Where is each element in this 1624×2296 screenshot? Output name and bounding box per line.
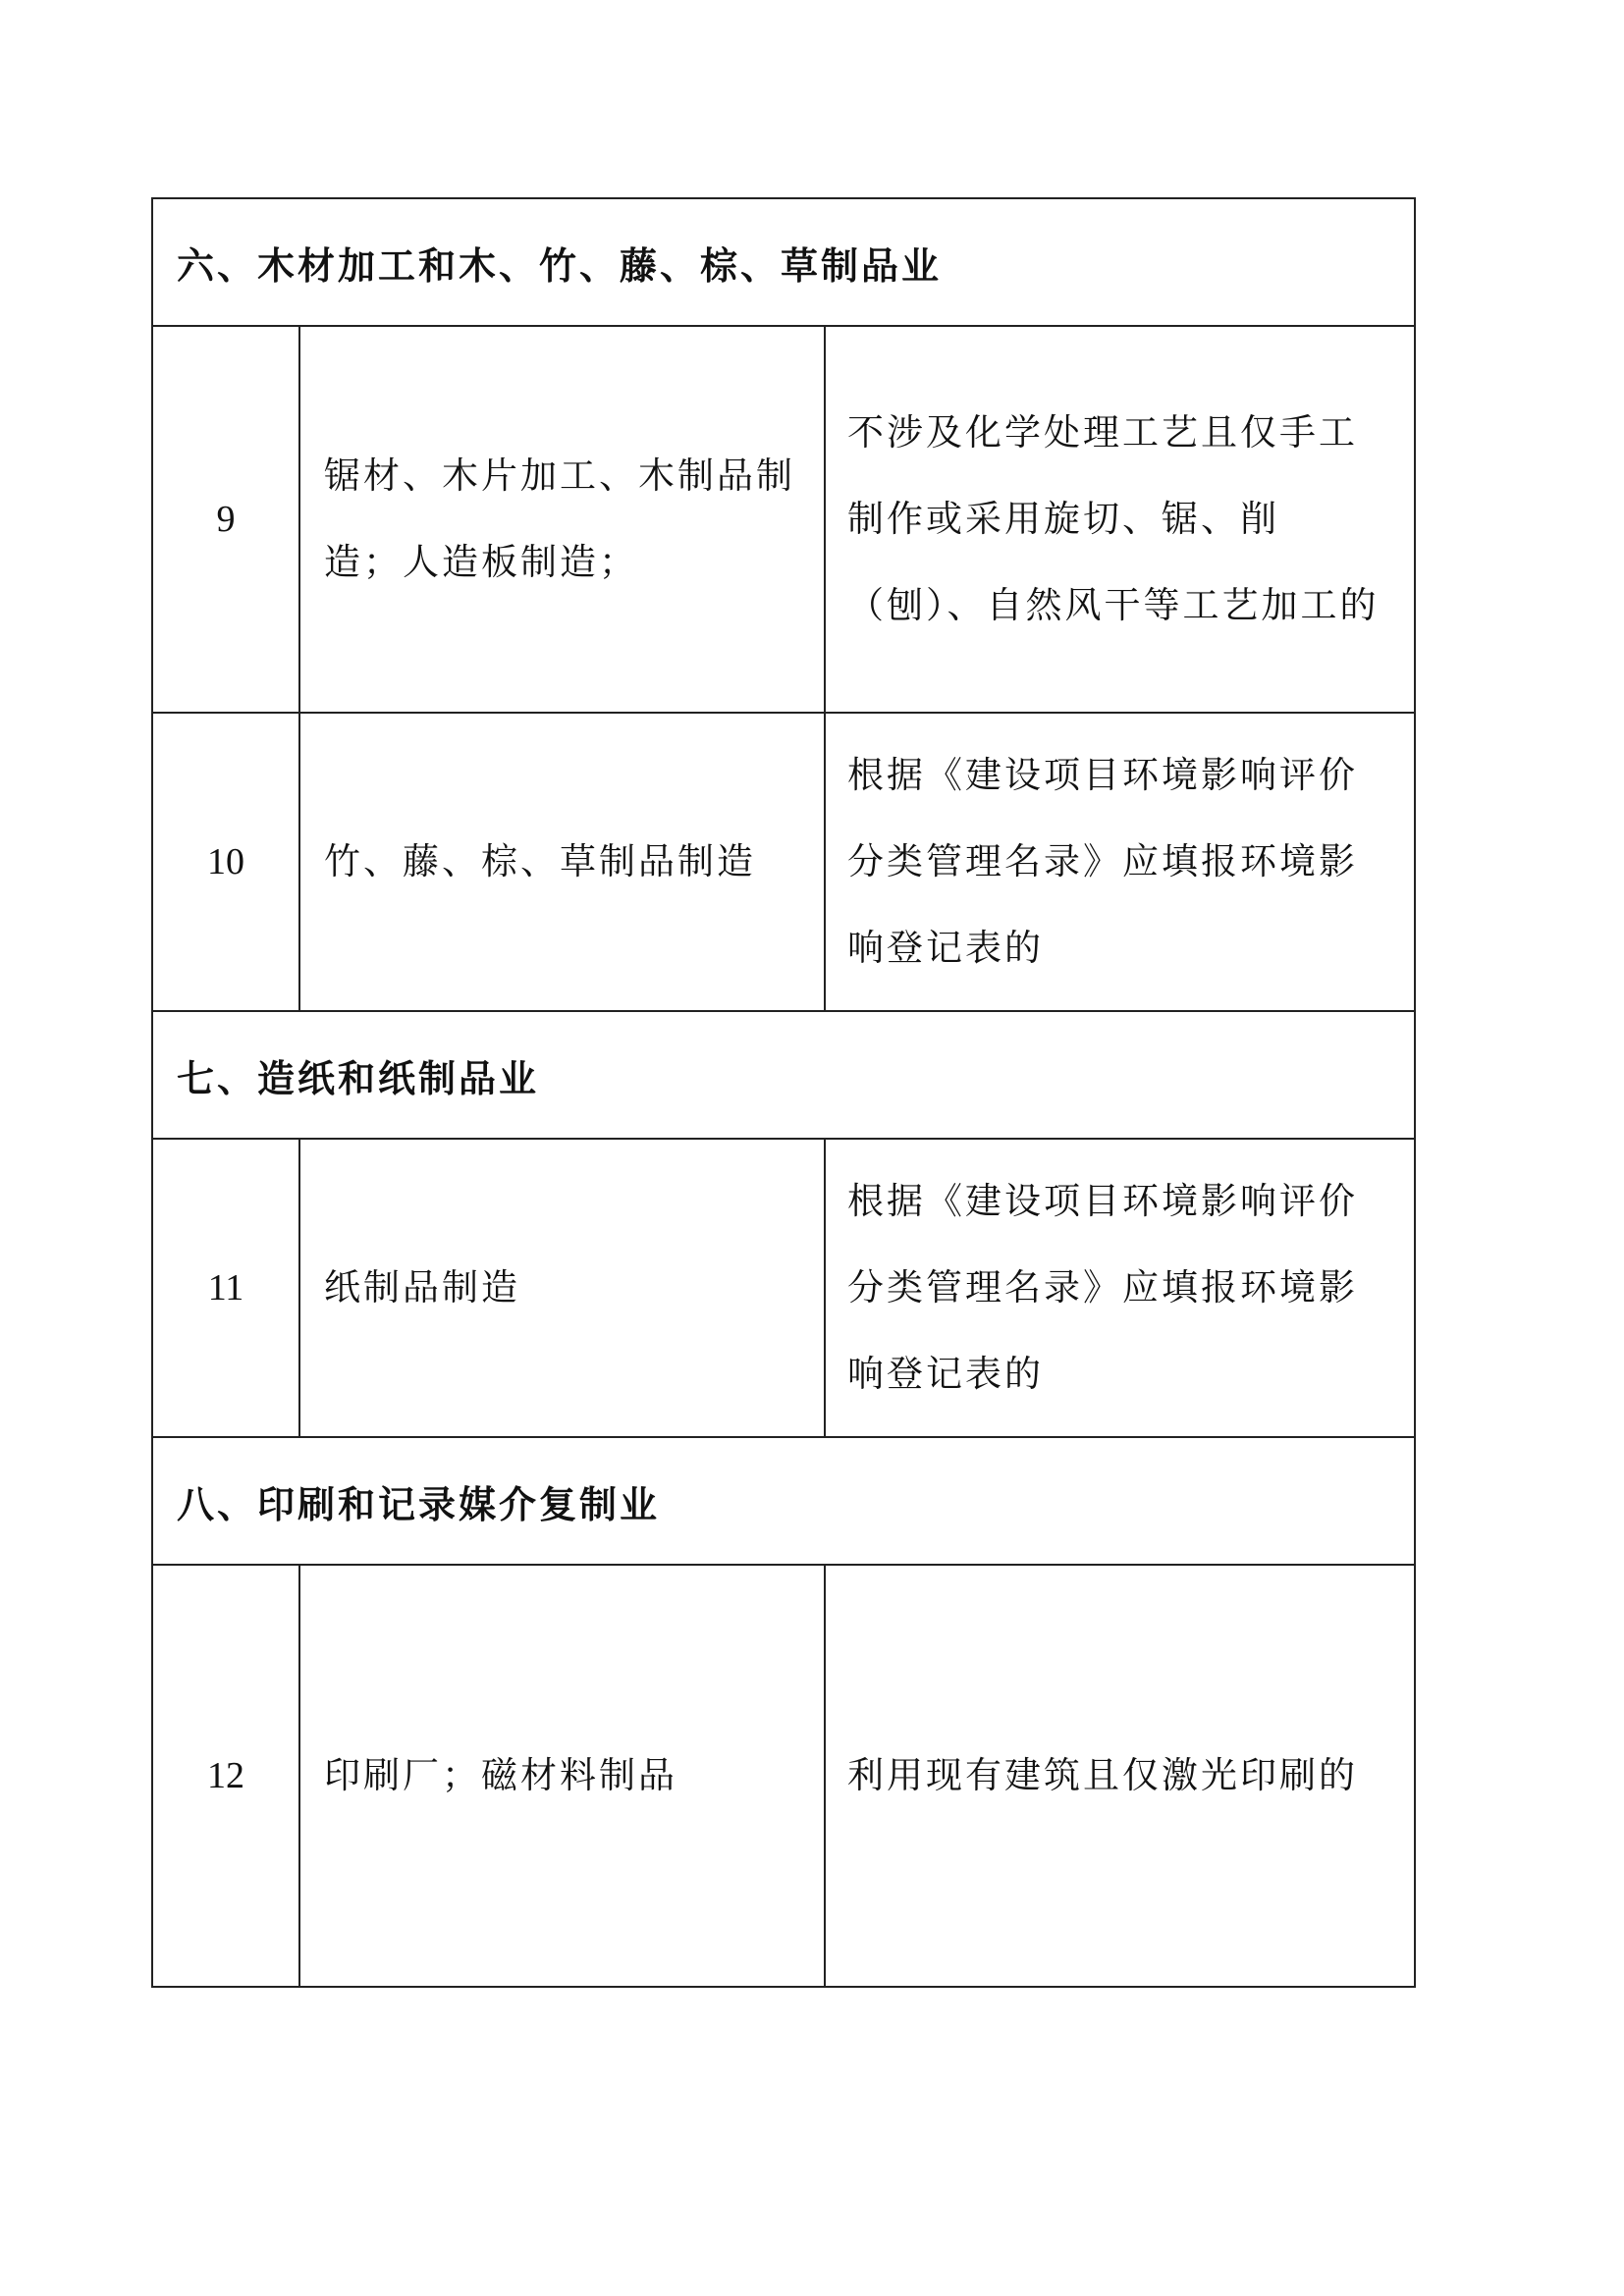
category-text: 锯材、木片加工、木制品制造；人造板制造； [324, 454, 795, 583]
table-row [152, 1565, 1415, 1987]
row-number: 10 [152, 713, 299, 1011]
condition-cell [825, 1139, 1415, 1437]
category-text: 纸制品制造 [324, 1266, 520, 1308]
condition-text: 利用现有建筑且仅激光印刷的 [847, 1754, 1358, 1796]
condition-cell [825, 713, 1415, 1011]
condition-text: 根据《建设项目环境影响评价分类管理名录》应填报环境影响登记表的 [847, 754, 1358, 969]
row-number: 9 [152, 326, 299, 713]
section-title: 八、印刷和记录媒介复制业 [152, 1437, 1415, 1565]
row-number: 12 [152, 1565, 299, 1987]
section-header-row [152, 1437, 1415, 1565]
row-number: 11 [152, 1139, 299, 1437]
condition-cell [825, 326, 1415, 713]
section-title: 七、造纸和纸制品业 [152, 1011, 1415, 1139]
condition-text: 不涉及化学处理工艺且仅手工制作或采用旋切、锯、削（刨）、自然风干等工艺加工的 [847, 411, 1380, 626]
industry-table [151, 197, 1416, 1988]
category-cell [299, 1565, 825, 1987]
table-row [152, 326, 1415, 713]
section-header-row [152, 1011, 1415, 1139]
section-header-row [152, 198, 1415, 326]
section-title: 六、木材加工和木、竹、藤、棕、草制品业 [152, 198, 1415, 326]
category-cell [299, 713, 825, 1011]
category-text: 竹、藤、棕、草制品制造 [324, 840, 756, 882]
category-cell [299, 326, 825, 713]
condition-cell [825, 1565, 1415, 1987]
condition-text: 根据《建设项目环境影响评价分类管理名录》应填报环境影响登记表的 [847, 1180, 1358, 1395]
category-cell [299, 1139, 825, 1437]
table-row [152, 713, 1415, 1011]
category-text: 印刷厂；磁材料制品 [324, 1754, 677, 1796]
table-row [152, 1139, 1415, 1437]
